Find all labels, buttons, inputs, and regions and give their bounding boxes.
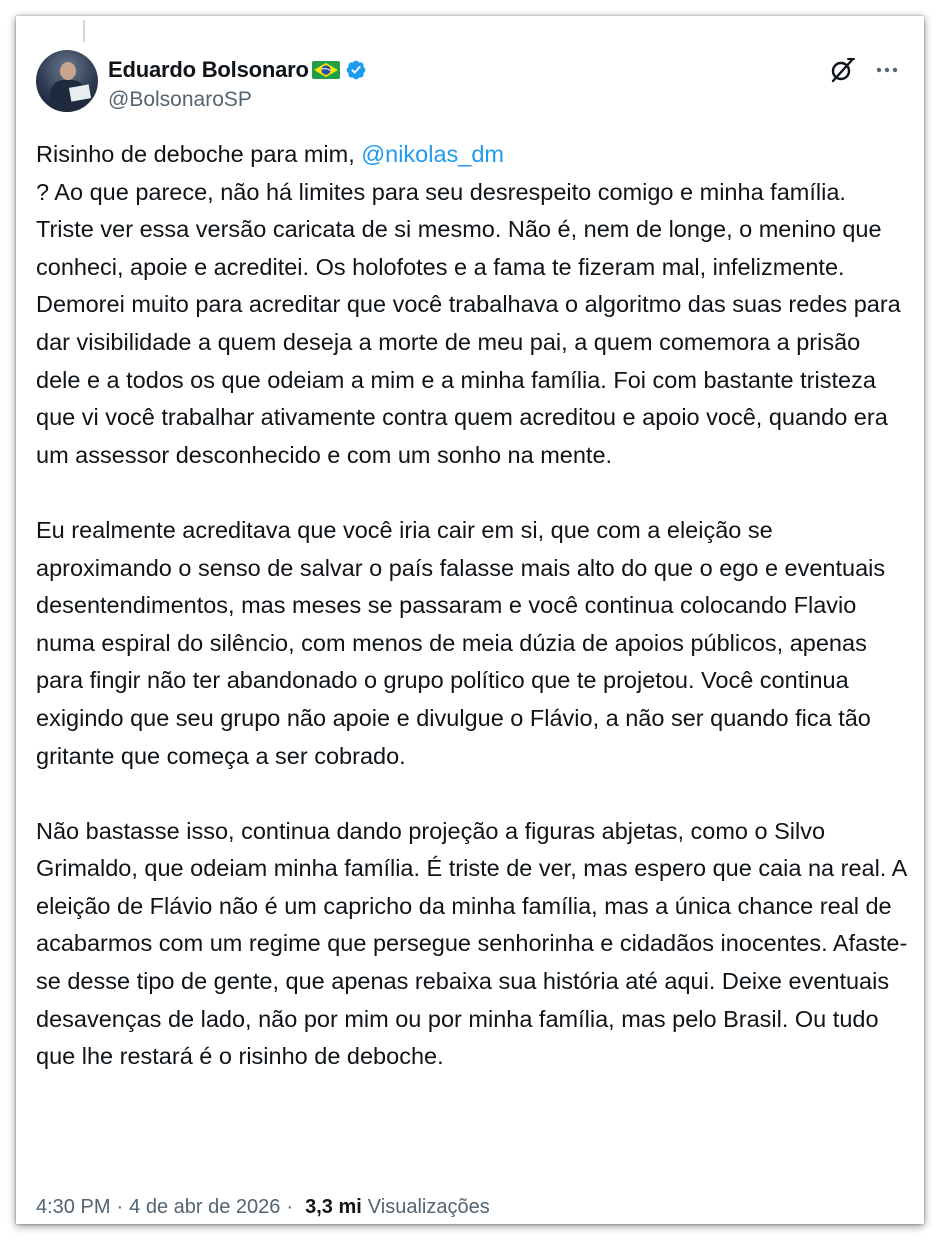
tweet-paragraph-3: Não bastasse isso, continua dando projeção a figuras abjetas, como o Silvo Grimaldo, que odeiam minha família. É triste de ver, mas espero que caia na real. A eleição de Flávio não é um capricho da minha família, mas a única chance real de acabarmos com um regime que persegue senhorinha e cidadãos inocentes. Afaste-se desse tipo de gente, que apenas rebaixa sua história até aqui. Deixe eventuais desavenças de lado, não por mim ou por minha família, mas pelo Brasil. Ou tudo que lhe restará é o risinho de deboche.: [36, 817, 908, 1070]
author-display-name[interactable]: Eduardo Bolsonaro: [108, 57, 309, 82]
tweet-paragraph-1-rest: ? Ao que parece, não há limites para seu desrespeito comigo e minha família. Triste ver essa versão caricata de si mesmo. Não é, nem de longe, o menino que conheci, apoie e acreditei. Os holofotes e a fama te fizeram mal, infelizmente. Demorei muito para acreditar que você trabalhava o algoritmo das suas redes para dar visibilidade a quem deseja a morte de meu pai, a quem comemora a prisão dele e a todos os que odeiam a mim e a minha família. Foi com bastante tristeza que vi você trabalhar ativamente contra quem acreditou e apoio você, quando era um assessor desconhecido e com um sonho na mente.: [36, 178, 901, 468]
avatar-paper-shape: [69, 84, 91, 101]
meta-separator: ·: [286, 1196, 294, 1218]
author-handle[interactable]: @BolsonaroSP: [108, 88, 252, 111]
author-block: [108, 56, 367, 112]
mention-link[interactable]: @nikolas_dm: [361, 141, 504, 167]
avatar-head-shape: [60, 62, 76, 80]
verified-badge-icon: [345, 59, 367, 81]
tweet-paragraph-2: Eu realmente acreditava que você iria cair em si, que com a eleição se aproximando o senso de salvar o país falasse mais alto do que o ego e eventuais desentendimentos, mas meses se passaram e você continua colocando Flavio numa espiral do silêncio, com menos de meia dúzia de apoios públicos, apenas para fingir não ter abandonado o grupo político que te projetou. Você continua exigindo que seu grupo não apoie e divulgue o Flávio, a não ser quando fica tão gritante que começa a ser cobrado.: [36, 516, 886, 769]
tweet-card: [16, 16, 924, 1224]
tweet-header: [36, 50, 904, 120]
views-count: 3,3 mi: [305, 1196, 362, 1218]
tweet-date[interactable]: 4 de abr de 2026: [129, 1196, 281, 1218]
thread-connector-line: [83, 20, 85, 42]
tweet-time[interactable]: 4:30 PM: [36, 1196, 111, 1218]
tweet-paragraph-1-start: Risinho de deboche para mim,: [36, 141, 362, 167]
views-label: Visualizações: [367, 1196, 490, 1218]
more-options-icon[interactable]: [874, 57, 900, 83]
grok-icon[interactable]: [828, 56, 856, 84]
brazil-flag-icon: [311, 60, 341, 80]
avatar[interactable]: [36, 50, 98, 112]
author-name-row: [108, 56, 367, 84]
header-actions: [828, 56, 900, 84]
tweet-text: [36, 136, 908, 1113]
tweet-paragraph-1: [36, 136, 908, 474]
meta-separator: ·: [116, 1196, 124, 1218]
tweet-metadata: [36, 1196, 490, 1219]
